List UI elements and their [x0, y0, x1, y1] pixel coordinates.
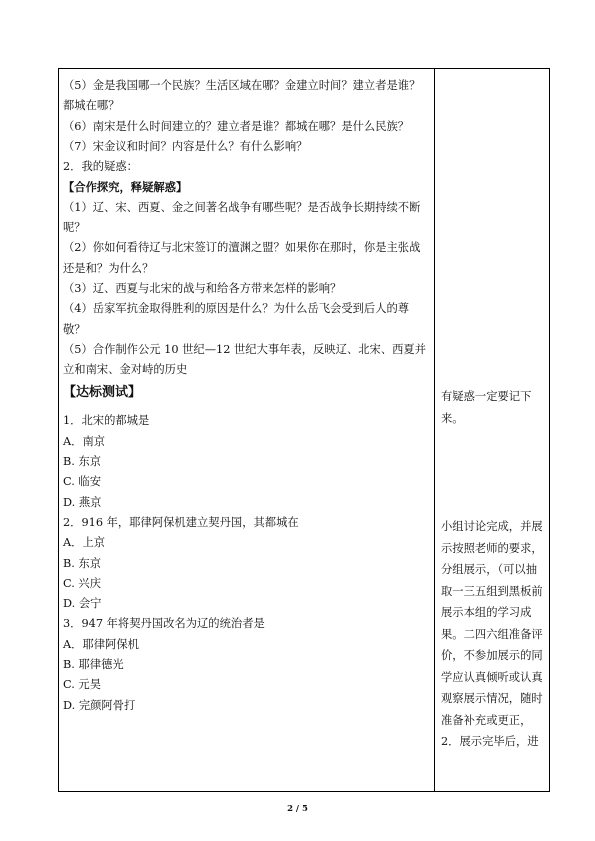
my-doubt: 2．我的疑惑：: [63, 160, 138, 174]
note-group-discussion: 小组讨论完成，并展示按照老师的要求，分组展示，（可以抽取一三五组到黑板前展示本组的学习成果。二四六组准备评价，不参加展示的同学应认真倾听或认真观察展示情况，随时准备补充或更正，2．展示完毕后，进: [441, 520, 543, 748]
test-heading: 【达标测试】: [63, 385, 142, 401]
option-3a: A．耶律阿保机: [63, 637, 139, 651]
test-question-2: 2．916 年，耶律阿保机建立契丹国，其都城在: [63, 515, 299, 529]
question-6: （6）南宋是什么时间建立的？建立者是谁？都城在哪？是什么民族？: [63, 119, 410, 133]
question-7: （7）宋金议和时间？内容是什么？有什么影响？: [63, 139, 308, 153]
note-doubt: 有疑惑一定要记下来。: [441, 390, 532, 425]
option-2a: A．上京: [63, 536, 106, 550]
option-1b: B. 东京: [63, 455, 102, 469]
page-number: 2 / 5: [287, 804, 308, 814]
option-1d: D. 燕京: [63, 495, 102, 509]
option-1c: C. 临安: [63, 475, 102, 489]
column-divider: [434, 68, 435, 792]
coop-question-4: （4）岳家军抗金取得胜利的原因是什么？为什么岳飞会受到后人的尊敬？: [63, 302, 410, 336]
option-2b: B. 东京: [63, 556, 102, 570]
coop-question-1: （1）辽、宋、西夏、金之间著名战争有哪些呢？是否战争长期持续不断呢？: [63, 200, 421, 235]
left-column: [63, 76, 431, 716]
option-2d: D. 会宁: [63, 597, 102, 611]
coop-question-3: （3）辽、西夏与北宋的战与和给各方带来怎样的影响？: [63, 281, 342, 295]
test-question-3: 3．947 年将契丹国改名为辽的统治者是: [63, 617, 265, 631]
coop-question-5: （5）合作制作公元 10 世纪—12 世纪大事年表，反映辽、北宋、西夏并立和南宋、金对峙的历史: [63, 342, 427, 377]
coop-question-2: （2）你如何看待辽与北宋签订的澶渊之盟？如果你在那时，你是主张战还是和？为什么？: [63, 241, 421, 275]
option-3c: C. 元昊: [63, 678, 102, 692]
coop-heading: 【合作探究，释疑解惑】: [63, 180, 188, 195]
option-2c: C. 兴庆: [63, 576, 102, 590]
option-3d: D. 完颜阿骨打: [63, 698, 136, 712]
option-1a: A．南京: [63, 434, 106, 448]
option-3b: B. 耶律德光: [63, 658, 124, 672]
test-question-1: 1．北宋的都城是: [63, 414, 150, 428]
question-5: （5）金是我国哪一个民族？生活区域在哪？金建立时间？建立者是谁？都城在哪？: [63, 79, 421, 113]
